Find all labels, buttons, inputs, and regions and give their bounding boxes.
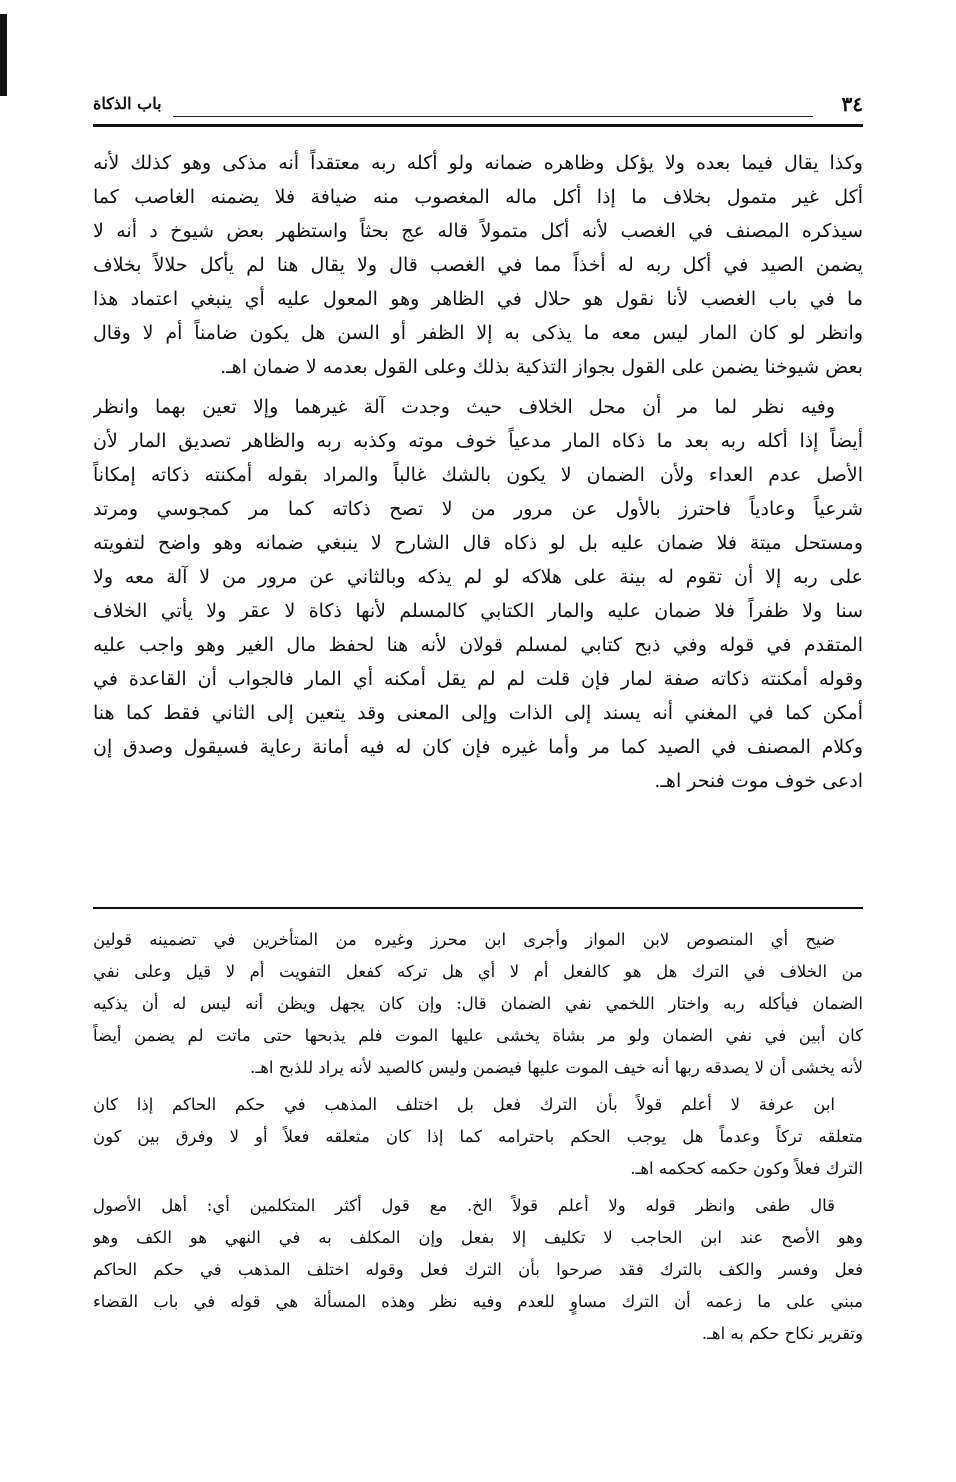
- paragraph: [93, 146, 863, 384]
- text-line: ضيح أي المنصوص لابن المواز وأجرى ابن محرز وغيره من المتأخرين في تضمينه قولين: [93, 930, 835, 949]
- text-line: وتقرير نكاح حكم به اهـ.: [701, 1324, 863, 1343]
- text-line: ادعى خوف موت فنحر اهـ.: [654, 770, 863, 792]
- page-number: ٣٤: [841, 92, 863, 116]
- header-rule: [93, 124, 863, 127]
- text-line: وكلام المصنف في الصيد كما مر وأما غيره فإن كان له فيه أمانة رعاية فسيقول وصدق إن: [93, 736, 863, 758]
- text-line: لأنه يخشى أن لا يصدقه ربها أنه خيف الموت عليها فيضمن وليس كالصيد لأنه يراد للذبح اهـ.: [250, 1058, 863, 1077]
- main-text: [93, 146, 863, 798]
- text-line: الأصل عدم العداء ولأن الضمان لا يكون بالشك غالباً والمراد بقوله أمكنته ذكاته إمكاناً: [93, 464, 863, 486]
- text-line: ابن عرفة لا أعلم قولاً بأن الترك فعل بل اختلف المذهب في حكم الحاكم إذا كان: [93, 1095, 835, 1114]
- text-line: يضمن الصيد في أكل ربه له أخذاً مما في الغصب قال ولا يقال هنا لم يأكل حلالاً بخلاف: [93, 254, 863, 276]
- text-line: ومستحل ميتة فلا ضمان عليه بل لو ذكاه قال الشارح لا ينبغي ضمانه وهو واضح لتفويته: [93, 532, 863, 554]
- text-line: سنا ولا ظفراً فلا ضمان عليه والمار الكتابي كالمسلم لأنها ذكاة لا عقر ولا يأتي الخلاف: [93, 600, 863, 622]
- paragraph: [93, 1089, 863, 1185]
- text-line: من الخلاف في الترك هل هو كالفعل أم لا أي هل تركه كفعل التفويت أم لا قيل وعلى نفي: [93, 962, 863, 981]
- text-line: أمكن كما في المغني أنه يسند إلى الذات وإلى المعنى وقد يتعين إلى الثاني فقط كما هنا: [93, 702, 863, 724]
- text-line: كان أبين في نفي الضمان ولو مر بشاة يخشى عليها الموت فلم يذبحها حتى ماتت لم يضمن أيضاً: [93, 1026, 863, 1045]
- text-line: ما في باب الغصب لأنا نقول هو حلال في الظاهر وهو المعول عليه أي ينبغي اعتماد هذا: [93, 288, 863, 310]
- text-line: أيضاً إذا أكله ربه بعد ما ذكاه المار مدعياً خوف موته وكذبه ربه والظاهر تصديق المار لأن: [93, 430, 863, 452]
- text-line: الترك فعلاً وكون حكمه كحكمه اهـ.: [630, 1159, 863, 1178]
- text-line: الضمان فيأكله ربه واختار اللخمي نفي الضمان قال: وإن كان يجهل ويظن أنه ليس له أن يذكيه: [93, 994, 863, 1013]
- text-line: وكذا يقال فيما بعده ولا يؤكل وظاهره ضمانه ولو أكله ربه معتقداً أنه مذكى وهو كذلك لأنه: [93, 152, 863, 174]
- text-line: وانظر لو كان المار ليس معه ما يذكى به إلا الظفر أو السن هل يكون ضامناً أم لا وقال: [93, 322, 863, 344]
- running-title: باب الذكاة: [93, 94, 162, 113]
- footnotes: [93, 924, 863, 1350]
- header-leader-line: [173, 116, 813, 117]
- paragraph: [93, 1190, 863, 1350]
- page-header: [93, 92, 863, 118]
- footnote-separator: [93, 907, 863, 909]
- text-line: وقوله أمكنته ذكاته صفة لمار فإن قلت لم لم يقل أمكنه أي المار فالجواب أن القاعدة في: [93, 668, 863, 690]
- text-line: متعلقه تركاً وعدماً هل يوجب الحكم باحترامه كما إذا كان متعلقه فعلاً أو لا وفرق بين كون: [93, 1127, 863, 1146]
- text-line: وهو الأصح عند ابن الحاجب لا تكليف إلا بفعل وإن المكلف به في النهي هو الكف وهو: [93, 1228, 863, 1247]
- text-line: أكل غير متمول بخلاف ما إذا أكل ماله المغصوب منه ضيافة فلا يضمنه الغاصب كما: [93, 186, 863, 208]
- text-line: سيذكره المصنف في الغصب لأنه أكل متمولاً قاله عج بحثاً واستظهر بعض شيوخ د أنه لا: [93, 220, 863, 242]
- paragraph: [93, 924, 863, 1084]
- text-line: قال طفى وانظر قوله ولا أعلم قولاً الخ. مع قول أكثر المتكلمين أي: أهل الأصول: [93, 1196, 835, 1215]
- paragraph: [93, 390, 863, 798]
- text-line: بعض شيوخنا يضمن على القول بجواز التذكية بذلك وعلى القول بعدمه لا ضمان اهـ.: [220, 356, 863, 378]
- text-line: وفيه نظر لما مر أن محل الخلاف حيث وجدت آلة غيرهما وإلا تعين بهما وانظر: [93, 396, 835, 418]
- text-line: على ربه إلا أن تقوم له بينة على هلاكه لو لم يذكه وبالثاني عن مرور من لا آلة معه ولا: [93, 566, 863, 588]
- text-line: شرعياً وعادياً فاحترز بالأول عن مرور من لا تصح ذكاته كما مر كمجوسي ومرتد: [93, 498, 863, 520]
- text-line: فعل وفسر والكف بالترك فقد صرحوا بأن الترك فعل وقوله اختلف المذهب في حكم الحاكم: [93, 1260, 863, 1279]
- text-line: مبني على ما زعمه أن الترك مساوٍ للعدم وفيه نظر وهذه المسألة هي قوله في باب القضاء: [93, 1292, 863, 1311]
- scan-edge-mark: [0, 14, 7, 96]
- text-line: المتقدم في قوله وفي ذبح كتابي لمسلم قولان لأنه هنا لحفظ مال الغير وهو واجب عليه: [93, 634, 863, 656]
